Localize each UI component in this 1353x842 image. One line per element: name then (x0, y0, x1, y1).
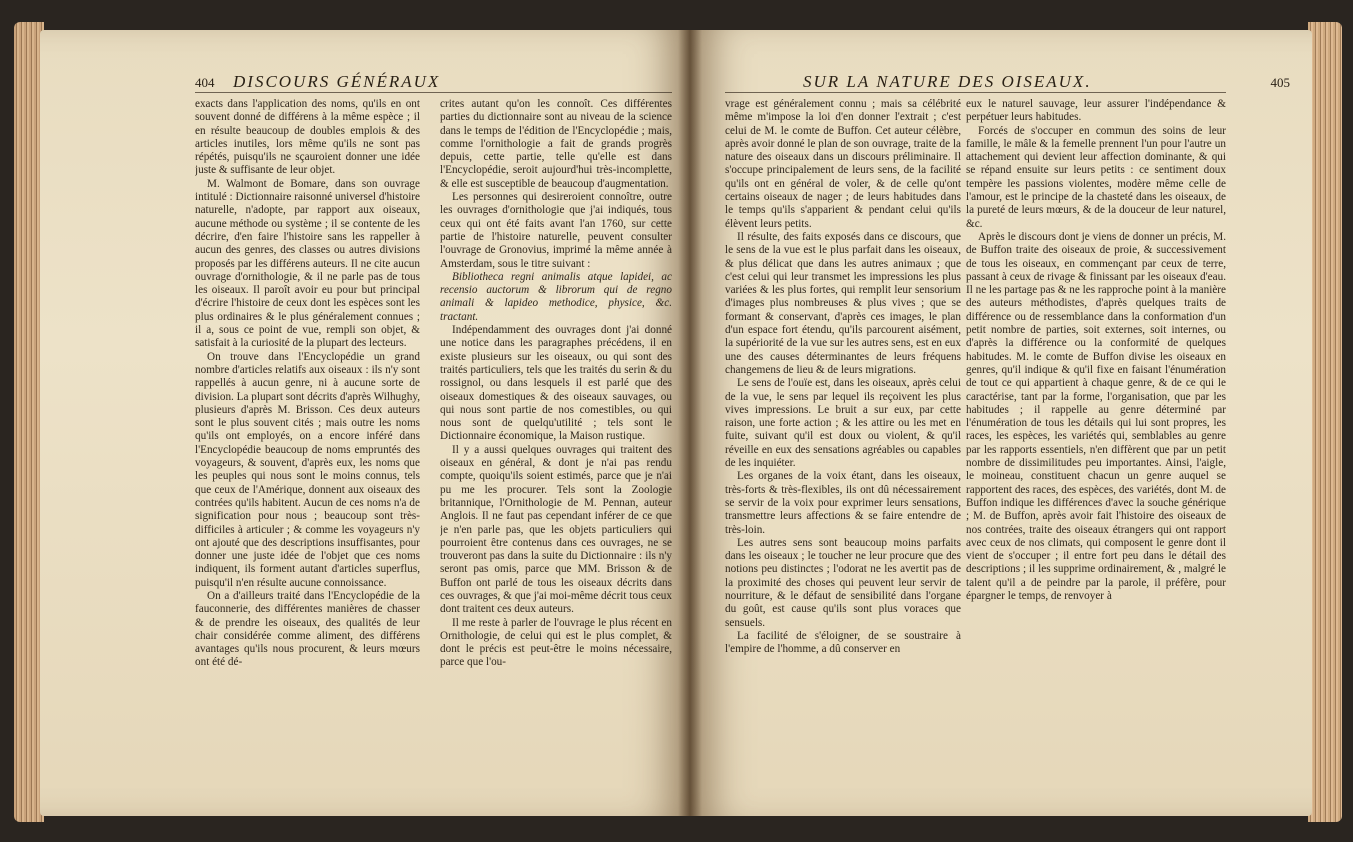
paragraph: La facilité de s'éloigner, de se soustraire à l'empire de l'homme, a dû conserver en (725, 629, 961, 656)
paragraph: Il y a aussi quelques ouvrages qui traitent des oiseaux en général, & dont je n'ai pas rendu compte, quoiqu'ils soient estimés, parce que je n'ai pu me les procurer. Tels sont la Zoologie britannique, l'Ornithologie de M. Pennan, auteur Anglois. Il ne faut pas cependant inférer de ce que je n'en parle pas, que les objets particuliers qui pourroient être contenus dans ces ouvrages, ne se trouveront pas dans la suite du Dictionnaire : ils n'y seront pas omis, parce que MM. Brisson & de Buffon ont parlé de tous les oiseaux décrits dans ces ouvrages, & que j'ai moi-même décrit tous ceux dont traitent ces deux auteurs. (440, 443, 672, 616)
left-running-header (195, 72, 675, 94)
paragraph: Il me reste à parler de l'ouvrage le plus récent en Ornithologie, de celui qui est le plus complet, & dont le précis est peut-être le moins nécessaire, parce que l'ou- (440, 616, 672, 669)
right-page (690, 30, 1312, 816)
paragraph: M. Walmont de Bomare, dans son ouvrage intitulé : Dictionnaire raisonné universel d'histoire naturelle, n'adopte, par rapport aux oiseaux, aucune méthode ou système ; il se contente de les décrire, d'en faire l'histoire sans les rappeller à aucun des genres, des classes ou autres divisions proposés par les différens auteurs. Il ne cite aucun ouvrage d'ornithologie, & il ne parle pas de tous les oiseaux. Il paroît avoir eu pour but principal d'écrire l'histoire de ceux dont les espèces sont les plus ordinaires & le plus généralement connues ; il a, sous ce point de vue, rempli son objet, & satisfait à la curiosité de la plupart des lecteurs. (195, 177, 420, 350)
paragraph: crites autant qu'on les connoît. Ces différentes parties du dictionnaire sont au niveau de la science dans le temps de l'édition de l'Encyclopédie ; mais, comme l'ornithologie a fait de grands progrès depuis, cette partie, telle qu'elle est dans l'Encyclopédie, seroit aujourd'hui très-incomplette, & elle est susceptible de beaucoup d'augmentation. (440, 98, 672, 190)
paragraph: Indépendamment des ouvrages dont j'ai donné une notice dans les paragraphes précédens, il en existe plusieurs sur les oiseaux, ou qui sont des traités particuliers, tels que les traités du serin & du rossignol, ou dans lesquels il est parlé que des oiseaux domestiques & des oiseaux sauvages, ou qui nous sont partie de nos comestibles, ou qui nous sont de quelqu'utilité ; tels sont le Dictionnaire économique, la Maison rustique. (440, 324, 672, 443)
paragraph: Les autres sens sont beaucoup moins parfaits dans les oiseaux ; le toucher ne leur procure que des notions peu distinctes ; l'odorat ne les avertit pas de la proximité des choses qui peuvent leur servir de nourriture, & le défaut de sensibilité dans l'organe du goût, est cause qu'ils sont plus voraces que sensuels. (725, 536, 961, 629)
paragraph: Forcés de s'occuper en commun des soins de leur famille, le mâle & la femelle prennent l'un pour l'autre un attachement qui devient leur affection dominante, & qui se répand ensuite sur leurs petits : ce sentiment doux tempère les passions violentes, modère même celle de l'amour, est le principe de la chasteté dans les oiseaux, de la pureté de leurs mœurs, & de la douceur de leur naturel, &c. (966, 124, 1226, 230)
paragraph: Après le discours dont je viens de donner un précis, M. de Buffon traite des oiseaux de proie, & successivement de tous les oiseaux, en commençant par ceux de terre, passant à ceux de rivage & finissant par les oiseaux d'eau. Il ne les partage pas & ne les rapproche point à la manière des auteurs méthodistes, d'après quelques traits de différence ou de ressemblance dans la conformation d'un petit nombre de parties, soit externes, soit internes, ou d'après la différence ou la conformité de quelques habitudes. M. le comte de Buffon divise les oiseaux en genres, qu'il indique & qu'il fixe en faisant l'énumération de tout ce qui appartient à chaque genre, & de ce qui le caractérise, tant par la forme, l'organisation, que par les habitudes ; il rappelle au genre déterminé par l'énumération de tous les détails qui lui sont propres, les races, les espèces, les variétés qui, semblables au genre par les rapports essentiels, n'en diffèrent que par un petit nombre de dissimilitudes peu importantes. Ainsi, l'aigle, le moineau, constituent chacun un genre auquel se rapportent des races, des espèces, des variétés, dont M. de Buffon indique les différences d'avec la souche générique ; M. de Buffon, après avoir fait l'histoire des oiseaux de nos contrées, traite des oiseaux étrangers qui ont rapport avec ceux de nos climats, qui composent le genre dont il vient de s'occuper ; il entre fort peu dans le détail des descriptions ; il les supprime ordinairement, & , malgré le talent qu'il a de peindre par la parole, il préfère, pour épargner le temps, de renvoyer à (966, 230, 1226, 602)
paragraph: Les personnes qui desireroient connoître, outre les ouvrages d'ornithologie que j'ai indiqués, tous ceux qui ont été faits avant l'an 1760, sur cette partie de l'histoire naturelle, peuvent consulter l'ouvrage de Gronovius, imprimé la même année à Amsterdam, sous le titre suivant : (440, 191, 672, 270)
right-page-number: 405 (1270, 75, 1290, 90)
paragraph: exacts dans l'application des noms, qu'ils en ont souvent donné de différens à la même espèce ; il en résulte beaucoup de doubles emplois & des articles inutiles, lors même qu'ils ne sont pas répétés, puisqu'ils ne sçauroient donner une idée juste & suffisante de leur objet. (195, 98, 420, 177)
page-edges-right (1308, 22, 1342, 822)
left-header-rule (195, 92, 672, 93)
right-running-head: SUR LA NATURE DES OISEAUX. (803, 72, 1092, 91)
paragraph: vrage est généralement connu ; mais sa célébrité même m'impose la loi d'en donner l'extrait ; c'est celui de M. le comte de Buffon. Cet auteur célèbre, après avoir donné le plan de son ouvrage, traite de la nature des oiseaux dans un discours préliminaire. Il s'occupe principalement de leurs sens, de la facilité qu'ils ont en général de voler, & de celle qu'ont certains oiseaux de nager ; de leurs habitudes dans le temps qu'ils s'apparient & pendant celui qu'ils élèvent leurs petits. (725, 98, 961, 230)
paragraph: Les organes de la voix étant, dans les oiseaux, très-forts & très-flexibles, ils ont dû nécessairement se servir de la voix pour exprimer leurs sensations, transmettre leurs affections & se faire entendre de très-loin. (725, 470, 961, 536)
paragraph: Bibliotheca regni animalis atque lapidei, ac recensio auctorum & librorum qui de regno animali & lapideo methodice, physice, &c. tractant. (440, 270, 672, 323)
left-column-1 (195, 98, 420, 808)
left-page (40, 30, 690, 816)
paragraph: On trouve dans l'Encyclopédie un grand nombre d'articles relatifs aux oiseaux : ils n'y sont rappellés à aucun genre, ni à aucune sorte de division. La plupart sont décrits d'après Wilhughy, plusieurs d'après M. Brisson. Ces deux auteurs sont le plus souvent cités ; mais outre les noms qu'ils ont employés, on a encore inféré dans l'Encyclopédie beaucoup de noms empruntés des voyageurs, & souvent, d'après eux, les noms que les peuples qui nous sont le moins connus, tels que ceux de l'Amérique, donnent aux oiseaux des contrées qu'ils habitent. Aucun de ces noms n'a de signification pour nous ; beaucoup sont très-difficiles à articuler ; & comme les voyageurs n'y ont ajouté que des descriptions insuffisantes, pour donner une juste idée de l'objet que ces noms indiquent, ils forment autant d'articles superflus, puisqu'il n'en résulte aucune connoissance. (195, 350, 420, 589)
right-header-rule (725, 92, 1226, 93)
right-column-2 (966, 98, 1226, 808)
left-column-2 (440, 98, 672, 808)
left-running-head: DISCOURS GÉNÉRAUX (233, 72, 441, 91)
left-page-number: 404 (195, 75, 215, 90)
book-gutter (678, 30, 702, 816)
right-running-header (725, 72, 1290, 94)
paragraph: eux le naturel sauvage, leur assurer l'indépendance & perpétuer leurs habitudes. (966, 98, 1226, 124)
paragraph: Il résulte, des faits exposés dans ce discours, que le sens de la vue est le plus parfait dans les oiseaux, & plus délicat que dans les autres animaux ; que c'est celui qui leur transmet les impressions les plus variées & les plus fortes, qui remplit leur sensorium d'images plus nombreuses & plus vives ; que se formant & conservant, d'après ces images, le plan d'un espace fort étendu, qu'ils parcourent aisément, la supériorité de la vue sur les autres sens, est en eux une des causes déterminantes de leurs fréquens changemens de lieu & de leurs migrations. (725, 230, 961, 376)
paragraph: On a d'ailleurs traité dans l'Encyclopédie de la fauconnerie, des différentes manières de chasser & de prendre les oiseaux, des qualités de leur chair considérée comme aliment, des différens avantages qu'ils nous procurent, & leurs mœurs ont été dé- (195, 589, 420, 669)
paragraph: Le sens de l'ouïe est, dans les oiseaux, après celui de la vue, le sens par lequel ils reçoivent les plus vives impressions. Le bruit a sur eux, par cette raison, une forte action ; & les attire ou les met en fuite, suivant qu'il est doux ou violent, & qu'il réveille en eux des sensations agréables ou capables de les inquiéter. (725, 377, 961, 470)
right-column-1 (725, 98, 961, 808)
